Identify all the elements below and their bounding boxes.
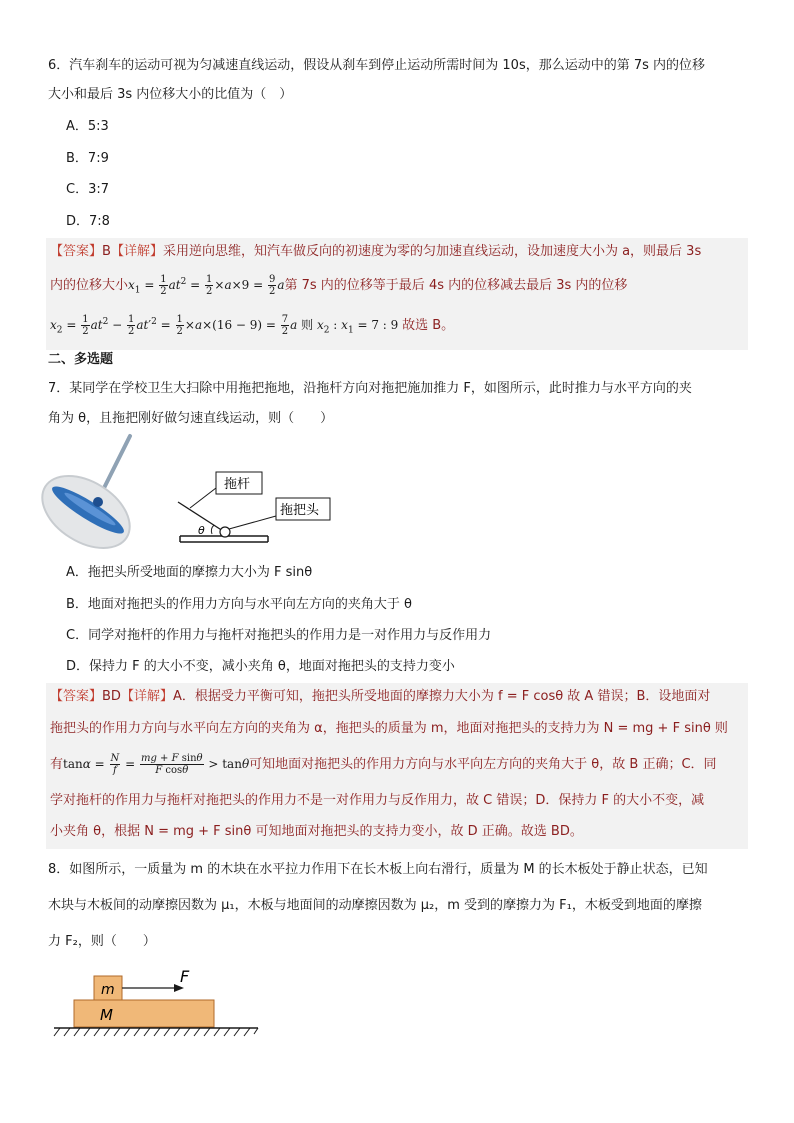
- answer-tag: 【答案】: [50, 244, 103, 259]
- answer-tag: 【答案】: [50, 689, 103, 704]
- q7-answer-line-4: 学对拖杆的作用力与拖杆对拖把头的作用力不是一对作用力与反作用力，故 C 错误；D．保持力 F 的大小不变，减: [50, 793, 705, 808]
- q7-stem-line-2: 角为 θ，且拖把刚好做匀速直线运动，则（ ）: [48, 411, 334, 426]
- q6-answer-line-2: [50, 272, 627, 300]
- q7-answer-box: [46, 683, 748, 849]
- q7-answer-line-5: 小夹角 θ，根据 N = mg + F sinθ 可知地面对拖把头的支持力变小，故 D 正确。故选 BD。: [50, 824, 583, 839]
- q8-figure: [46, 964, 276, 1044]
- q7-answer-line-2: 拖把头的作用力方向与水平向左方向的夹角为 α，拖把头的质量为 m，地面对拖把头的支持力为 N = mg + F sinθ 则: [50, 721, 728, 736]
- answer-text: 有: [50, 757, 64, 772]
- answer-text: 内的位移大小: [50, 278, 129, 293]
- detail-tag: 【详解】: [110, 244, 163, 259]
- formula-x1: $x_1$ = $\frac{1}{2}$ $at^2$ = $\frac{1}{2}$ ×a×9 = $\frac{9}{2}$ a: [128, 274, 285, 297]
- q7-option-b: B．地面对拖把头的作用力方向与水平向左方向的夹角大于 θ: [66, 597, 413, 612]
- answer-text: A．根据受力平衡可知，拖把头所受地面的摩擦力大小为 f = F cosθ 故 A 错误；B．设地面对: [172, 689, 711, 704]
- answer-text: 故选 B。: [402, 318, 455, 333]
- mop-illustration: [40, 436, 143, 556]
- formula-x2: $x_2$ = $\frac{1}{2}$ $at^2$ − $\frac{1}{2}$ $at'^2$ = $\frac{1}{2}$ ×a×(16 − 9) = $\frac{7}{2}$ a 则 $x_2$ : $x_1 = 7$ : 9: [50, 314, 403, 337]
- q6-option-c: C．3:7: [66, 182, 109, 197]
- detail-tag: 【详解】: [120, 689, 173, 704]
- answer-text: 第 7s 内的位移等于最后 4s 内的位移减去最后 3s 内的位移: [284, 278, 628, 293]
- q8-stem-line-2: 木块与木板间的动摩擦因数为 μ₁，木板与地面间的动摩擦因数为 μ₂，m 受到的摩擦力为 F₁，木板受到地面的摩擦: [48, 898, 702, 913]
- q6-answer-line-1: [50, 242, 701, 262]
- q7-option-d: D．保持力 F 的大小不变，减小夹角 θ，地面对拖把头的支持力变小: [66, 659, 455, 674]
- q7-answer-line-3: [50, 753, 717, 776]
- q7-figure: [40, 430, 360, 556]
- rod-label: 拖杆: [224, 477, 251, 492]
- answer-text: 可知地面对拖把头的作用力方向与水平向左方向的夹角大于 θ，故 B 正确；C．同: [249, 757, 717, 772]
- ground-hatching: [54, 1028, 258, 1036]
- angle-label: θ: [198, 524, 205, 537]
- q8-stem-line-3: 力 F₂，则（ ）: [48, 934, 156, 949]
- q6-stem-line-1: 6．汽车刹车的运动可视为匀减速直线运动，假设从刹车到停止运动所需时间为 10s，那么运动中的第 7s 内的位移: [48, 58, 706, 73]
- mop-diagram: [178, 472, 330, 542]
- small-block-label: m: [101, 982, 115, 998]
- answer-text: 采用逆向思维，知汽车做反向的初速度为零的匀加速直线运动，设加速度大小为 a，则最后 3s: [162, 244, 702, 259]
- force-label: F: [180, 967, 190, 986]
- large-board-label: M: [100, 1006, 113, 1024]
- q6-option-a: A．5:3: [66, 119, 109, 134]
- q7-option-a: A．拖把头所受地面的摩擦力大小为 F sinθ: [66, 565, 313, 580]
- q6-answer-line-3: [50, 312, 454, 340]
- q6-stem-line-2: 大小和最后 3s 内位移大小的比值为（ ）: [48, 87, 293, 102]
- q7-option-c: C．同学对拖杆的作用力与拖杆对拖把头的作用力是一对作用力与反作用力: [66, 628, 492, 643]
- formula-tan: tanα = $\frac{N}{f}$ = $\frac{\text{mg + F sinθ}}{\text{F cosθ}}$ > tanθ: [63, 753, 250, 776]
- q6-option-d: D．7:8: [66, 214, 110, 229]
- q7-stem-line-1: 7．某同学在学校卫生大扫除中用拖把拖地，沿拖杆方向对拖把施加推力 F，如图所示，此时推力与水平方向的夹: [48, 381, 692, 396]
- answer-choice: BD: [102, 689, 121, 704]
- head-label: 拖把头: [280, 503, 320, 518]
- q6-answer-box: [46, 238, 748, 350]
- q6-option-b: B．7:9: [66, 151, 109, 166]
- large-board: [74, 1000, 214, 1027]
- answer-choice: B: [102, 244, 111, 259]
- q8-stem-line-1: 8．如图所示，一质量为 m 的木块在水平拉力作用下在长木板上向右滑行，质量为 M 的长木板处于静止状态，已知: [48, 862, 708, 877]
- q7-answer-line-1: [50, 687, 710, 707]
- section-header: 二、多选题: [48, 352, 114, 367]
